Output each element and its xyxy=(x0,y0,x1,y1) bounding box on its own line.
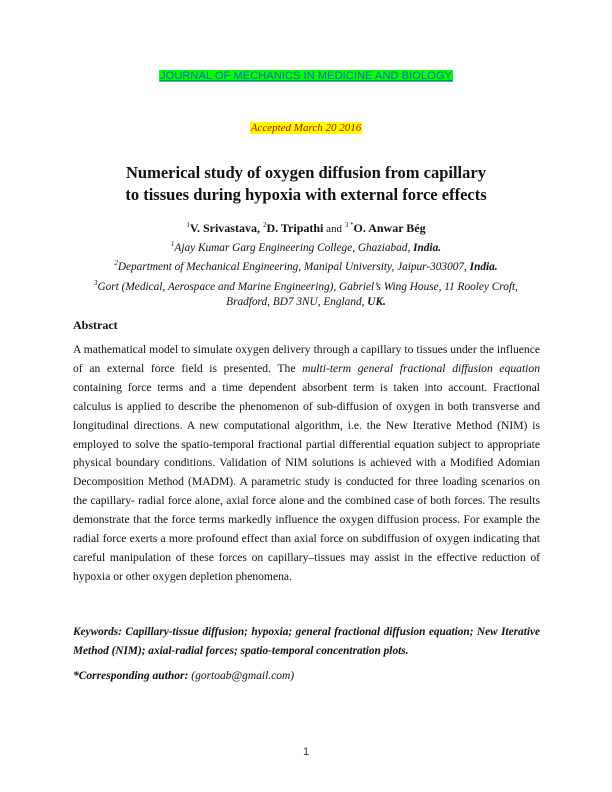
affiliation-2-marker: 2 xyxy=(114,259,118,268)
abstract-text-1: A mathematical model to simulate oxygen delivery through a capillary to tissues under the influence of an external force field is presented. The xyxy=(73,343,540,375)
title-line-2: to tissues during hypoxia with external force effects xyxy=(125,185,487,204)
paper-title xyxy=(0,162,612,206)
accepted-date-line xyxy=(0,118,612,136)
page-number: 1 xyxy=(302,746,310,758)
abstract-emphasis: multi-term general fractional diffusion equation xyxy=(302,361,541,375)
affiliation-1 xyxy=(60,237,552,256)
affiliation-2-text: Department of Mechanical Engineering, Manipal University, Jaipur-303007, xyxy=(117,261,470,274)
author-3: O. Anwar Bég xyxy=(353,221,426,235)
affiliation-1-text: Ajay Kumar Garg Engineering College, Ghaziabad, xyxy=(174,241,414,254)
affiliation-3-country: UK. xyxy=(367,295,386,308)
keywords: Keywords: Capillary-tissue diffusion; hypoxia; general fractional diffusion equation; New Iterative Method (NIM); axial-radial forces; spatio-temporal concentration plots. xyxy=(73,626,540,657)
corresponding-label: *Corresponding author: xyxy=(73,670,192,682)
abstract-text-2: containing force terms and a time dependent absorbent term is taken into account. Fractional calculus is applied to describe the phenomenon of sub-diffusion of oxygen in both transverse and longitudinal directions. A new computational algorithm, i.e. the New Iterative Method (NIM) is employed to solve the spatio-temporal fractional partial differential equation subject to appropriate physical boundary conditions. Validation of NIM solutions is achieved with a Modified Adomian Decomposition Method (MADM). A parametric study is conducted for three loading scenarios on the capillary- radial force alone, axial force alone and the combined case of both forces. The results demonstrate that the force terms markedly influence the oxygen diffusion process. For example the radial force exerts a more profound effect than axial force on subdiffusion of oxygen indicating that careful manipulation of these forces on capillary–tissues may assist in the effective reduction of hypoxia or other oxygen depletion phenomena. xyxy=(73,380,540,583)
affiliation-2 xyxy=(60,256,552,275)
affiliation-3-cont-text: Bradford, BD7 3NU, England, xyxy=(226,295,368,308)
affiliations xyxy=(60,237,552,310)
affiliation-3-text: Gort (Medical, Aerospace and Marine Engineering), Gabriel’s Wing House, 11 Rooley Croft, xyxy=(97,280,519,293)
affiliation-3 xyxy=(60,276,552,295)
author-conjunction: and xyxy=(323,223,345,235)
author-1: V. Srivastava, xyxy=(189,221,263,235)
author-list xyxy=(0,221,612,236)
corresponding-author xyxy=(73,670,294,682)
accepted-date: Accepted March 20 2016 xyxy=(250,122,362,134)
journal-name-line xyxy=(0,66,612,84)
author-2: D. Tripathi xyxy=(266,221,324,235)
author-2-marker: 2 xyxy=(262,221,267,229)
journal-name: JOURNAL OF MECHANICS IN MEDICINE AND BIOLOGY xyxy=(160,70,452,82)
affiliation-3-marker: 3 xyxy=(93,278,98,287)
author-1-marker: 1 xyxy=(186,221,190,229)
abstract-paragraph xyxy=(73,341,540,587)
affiliation-2-country: India. xyxy=(469,261,498,274)
affiliation-3-cont xyxy=(60,295,552,311)
abstract-body xyxy=(73,341,540,587)
author-3-marker: 3 * xyxy=(344,221,354,229)
affiliation-1-country: India. xyxy=(413,241,442,254)
affiliation-1-marker: 1 xyxy=(170,240,175,248)
title-line-1: Numerical study of oxygen diffusion from capillary xyxy=(126,163,486,182)
abstract-heading: Abstract xyxy=(73,318,118,332)
corresponding-email[interactable]: (gortoab@gmail.com) xyxy=(191,670,295,682)
